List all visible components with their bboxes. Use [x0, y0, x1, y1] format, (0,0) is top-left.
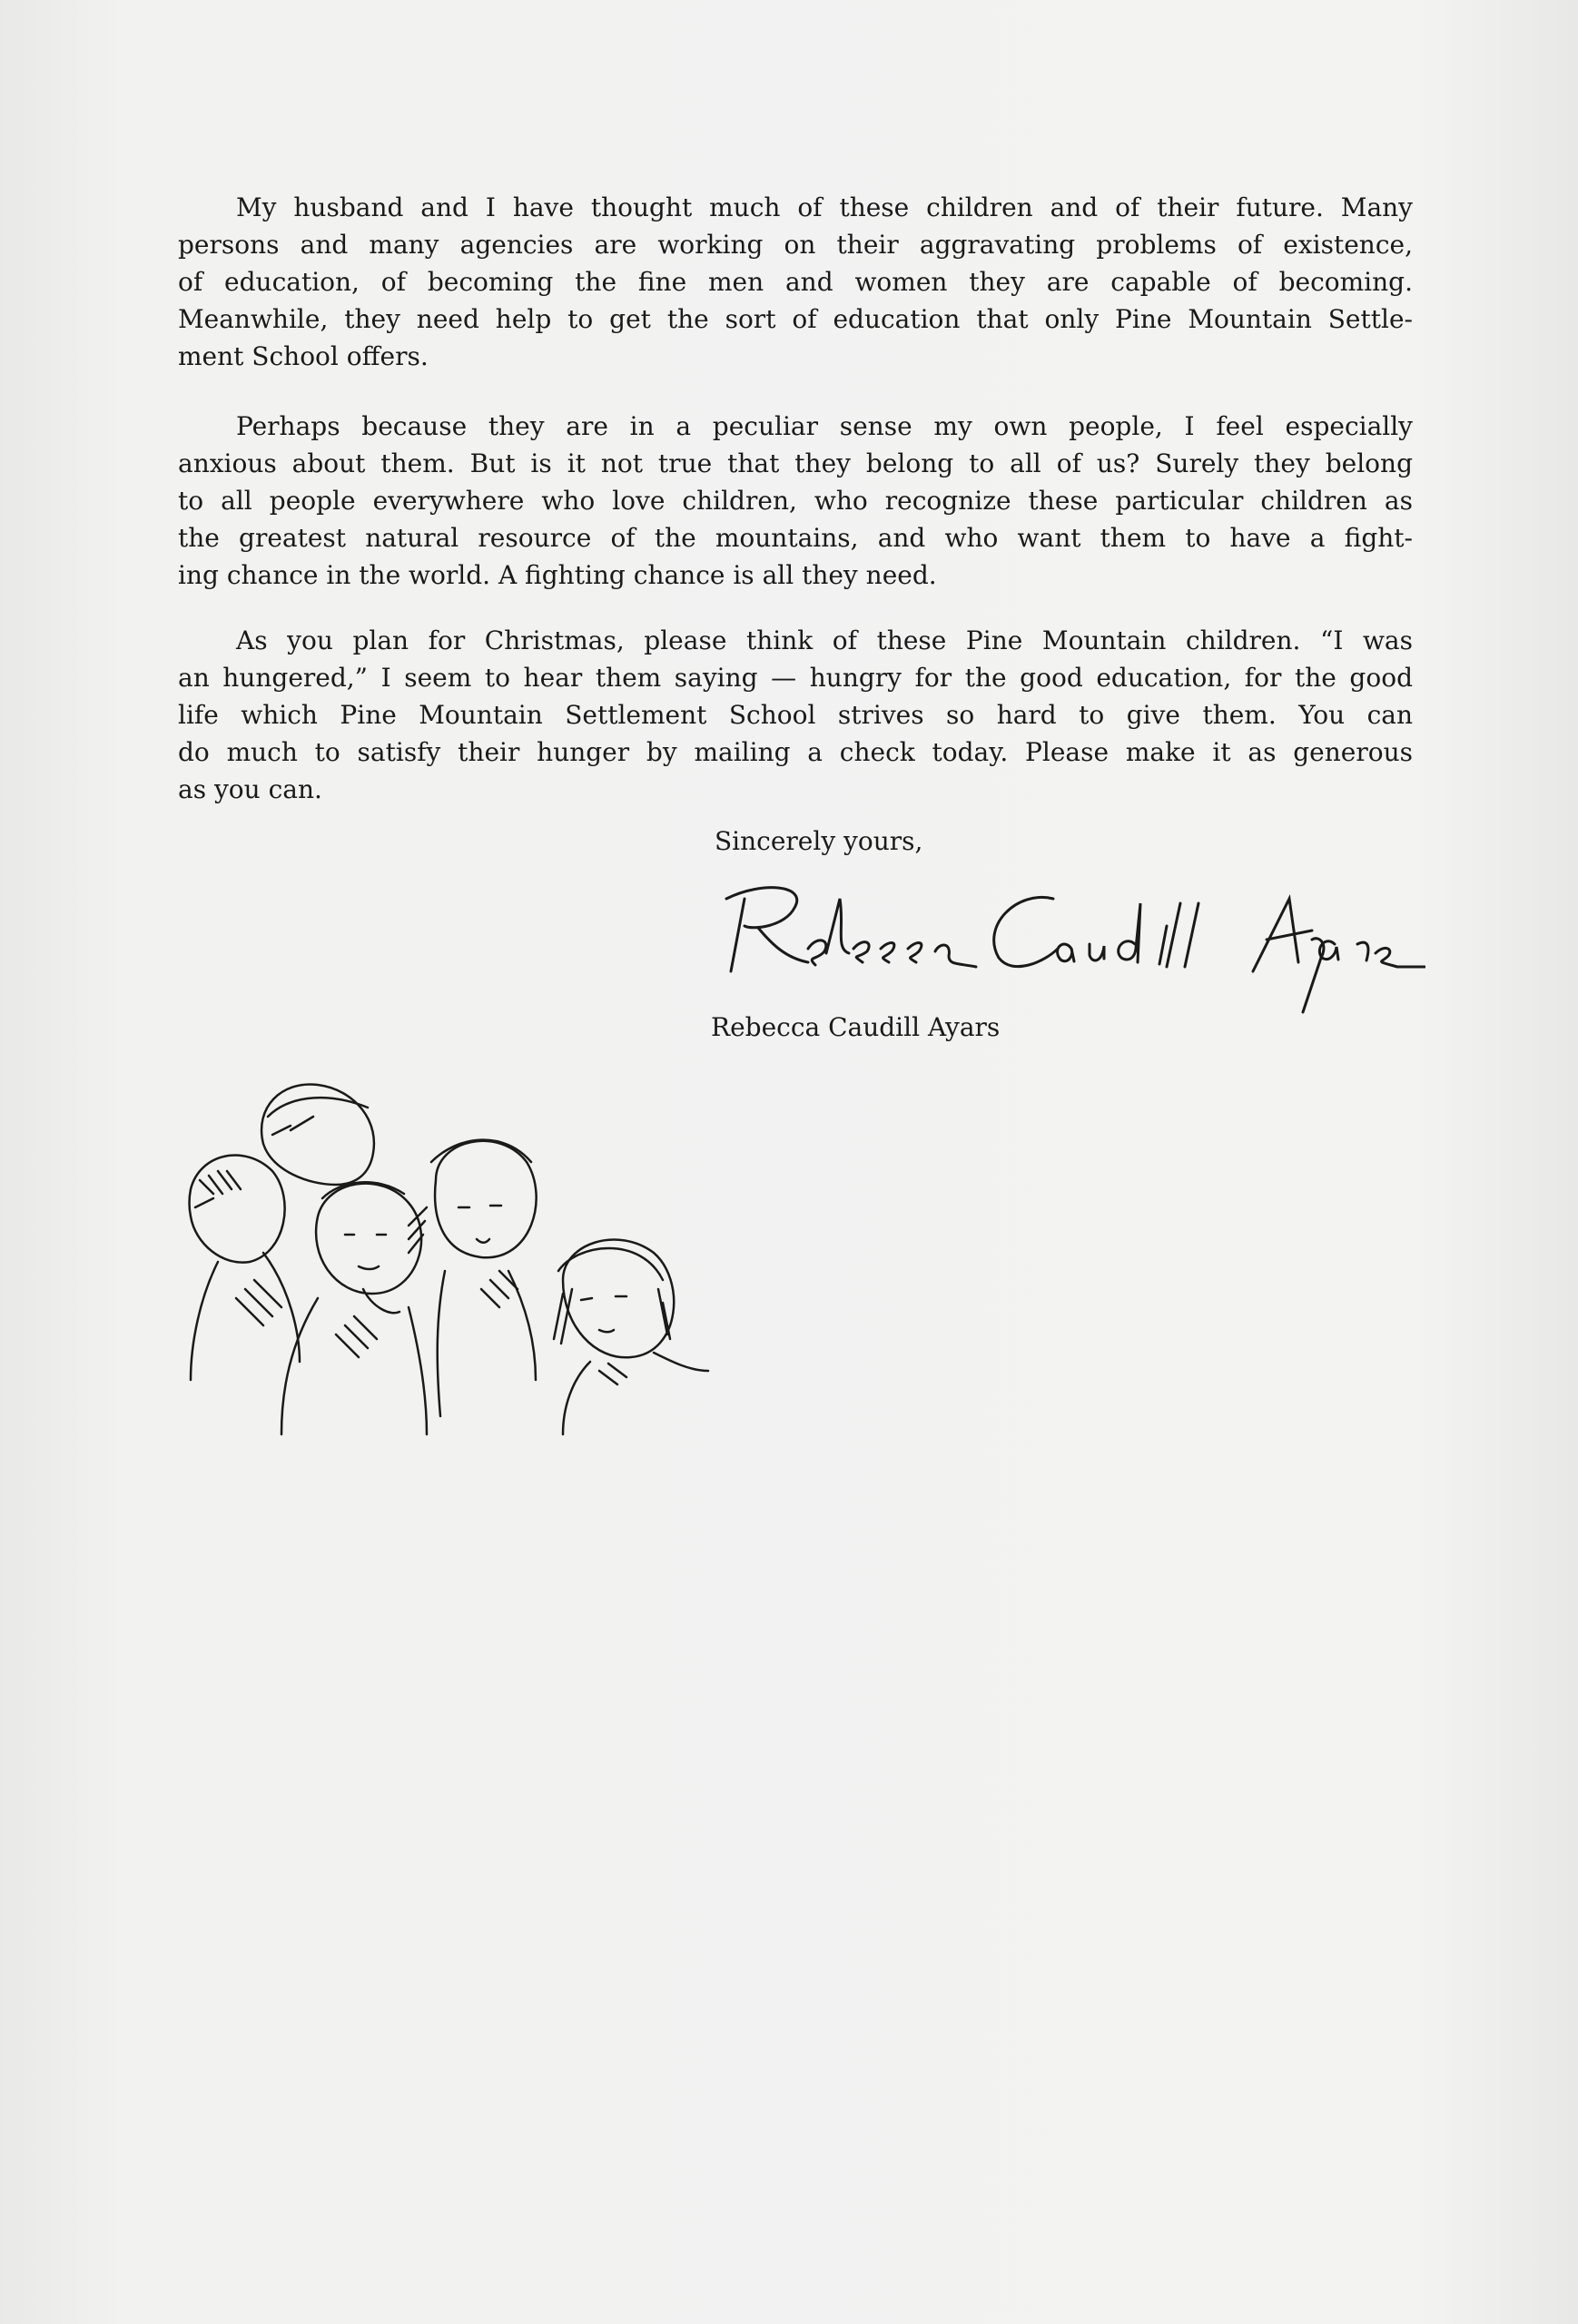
text-line: ment School offers. — [178, 341, 429, 371]
text-line: as you can. — [178, 774, 322, 804]
closing: Sincerely yours, — [715, 826, 923, 856]
paragraph-2 — [178, 408, 1413, 594]
text-line: My husband and I have thought much of these children and of their future. Many — [236, 192, 1413, 222]
text-line: Perhaps because they are in a peculiar sense my own people, I feel especially — [236, 411, 1413, 441]
text-line: an hungered,” I seem to hear them saying — hungry for the good education, for the good — [178, 663, 1413, 693]
text-line: the greatest natural resource of the mountains, and who want them to have a fight- — [178, 523, 1413, 553]
text-line: to all people everywhere who love children, who recognize these particular children as — [178, 486, 1413, 516]
text-line: Meanwhile, they need help to get the sort of education that only Pine Mountain Settle- — [178, 304, 1413, 334]
text-line: do much to satisfy their hunger by mailing a check today. Please make it as generous — [178, 737, 1413, 767]
paragraph-3 — [178, 622, 1413, 808]
text-line: persons and many agencies are working on their aggravating problems of existence, — [178, 230, 1413, 260]
children-illustration — [182, 1062, 745, 1462]
handwritten-signature — [708, 872, 1425, 1017]
text-line: of education, of becoming the fine men and women they are capable of becoming. — [178, 267, 1413, 297]
paragraph-1 — [178, 189, 1413, 375]
text-line: life which Pine Mountain Settlement School strives so hard to give them. You can — [178, 700, 1413, 730]
text-line: As you plan for Christmas, please think of these Pine Mountain children. “I was — [236, 625, 1413, 655]
signer-name: Rebecca Caudill Ayars — [711, 1012, 1001, 1042]
text-line: ing chance in the world. A fighting chance is all they need. — [178, 560, 937, 590]
text-line: anxious about them. But is it not true that they belong to all of us? Surely they belong — [178, 448, 1413, 478]
